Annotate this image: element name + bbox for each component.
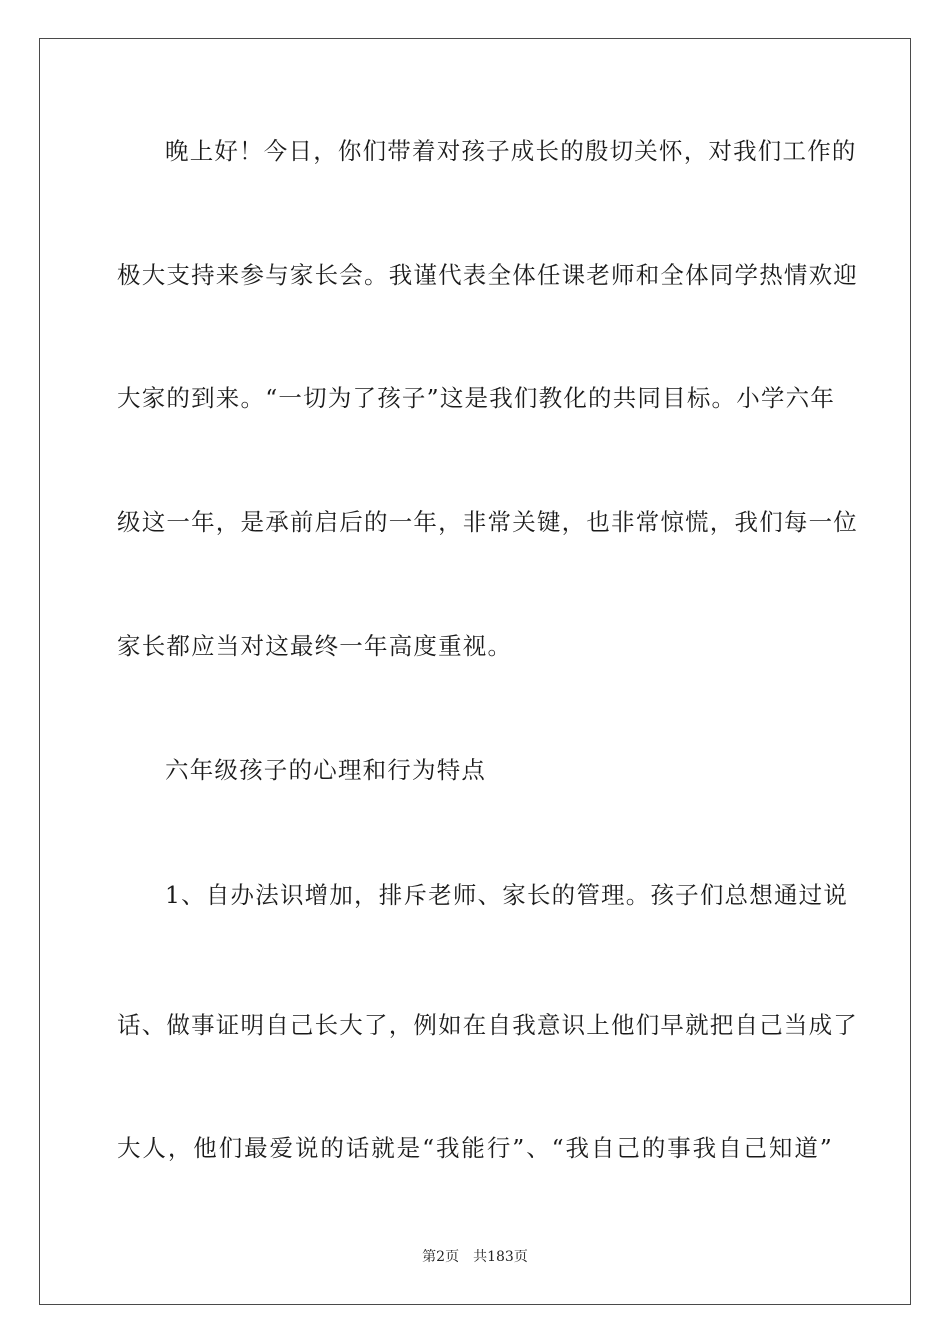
paragraph-line-4: 级这一年，是承前启后的一年，非常关键，也非常惊慌，我们每一位 [117,508,858,536]
page-total: 共183页 [473,1249,528,1265]
page-footer [0,1246,950,1266]
paragraph-line-7: 1、自办法识增加，排斥老师、家长的管理。孩子们总想通过说 [165,881,849,909]
paragraph-line-2: 极大支持来参与家长会。我谨代表全体任课老师和全体同学热情欢迎 [117,261,858,289]
page-number: 第2页 [422,1249,460,1265]
paragraph-line-8: 话、做事证明自己长大了，例如在自我意识上他们早就把自己当成了 [117,1011,858,1039]
section-heading: 六年级孩子的心理和行为特点 [165,756,487,784]
page-border [39,38,911,1305]
paragraph-line-9: 大人，他们最爱说的话就是“我能行”、“我自己的事我自己知道” [117,1134,833,1162]
paragraph-line-1: 晚上好！今日，你们带着对孩子成长的殷切关怀，对我们工作的 [165,137,857,165]
paragraph-line-5: 家长都应当对这最终一年高度重视。 [117,632,513,660]
paragraph-line-3: 大家的到来。“一切为了孩子”这是我们教化的共同目标。小学六年 [117,384,836,412]
